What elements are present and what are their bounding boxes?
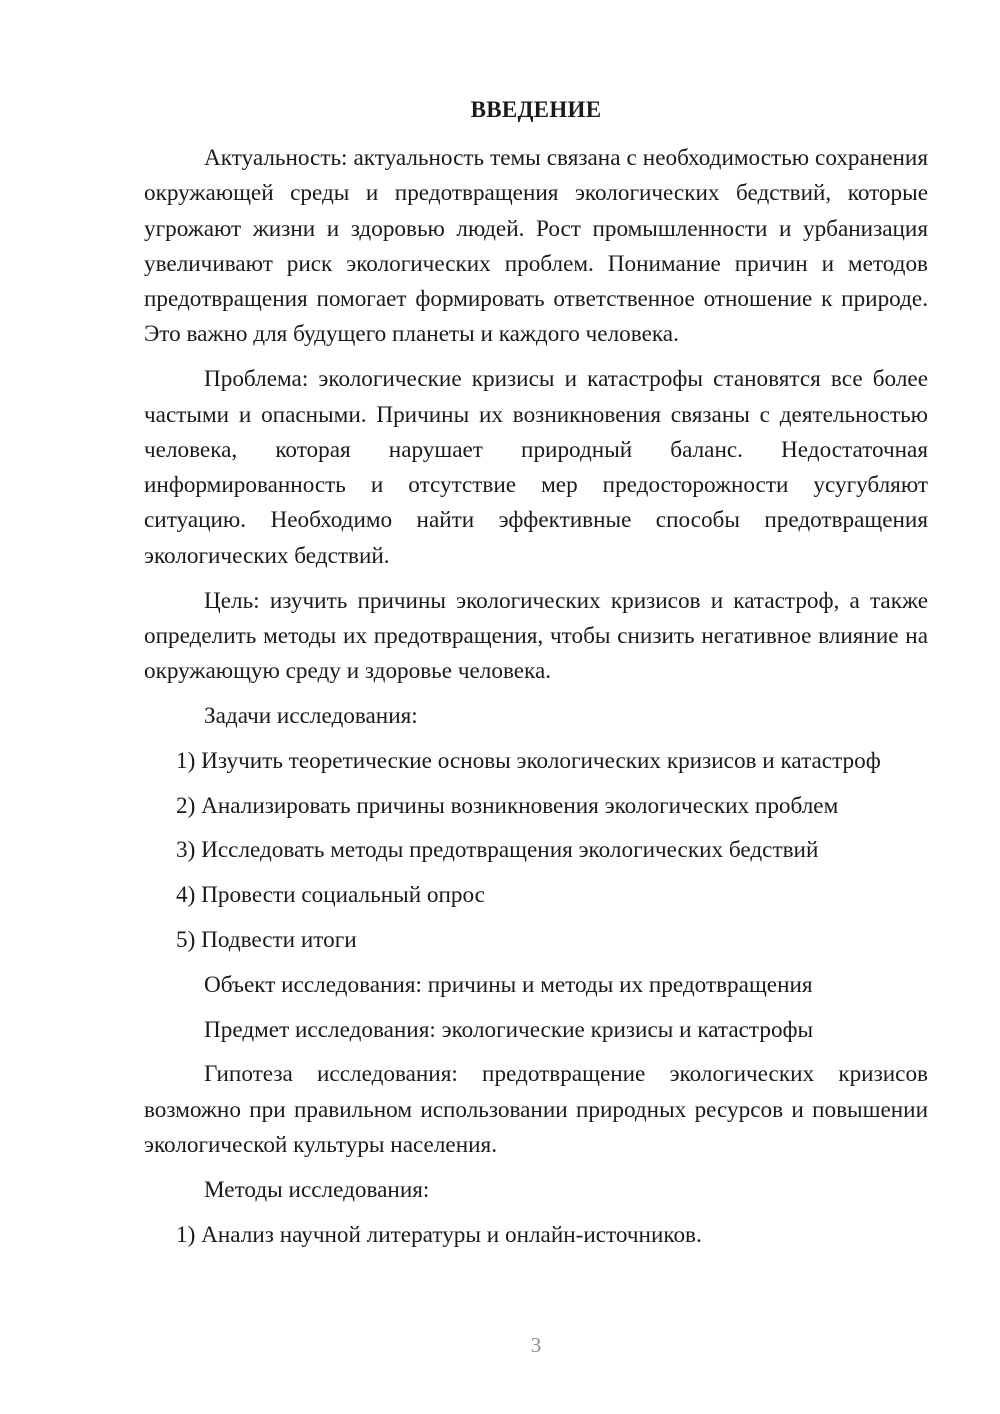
document-body: [144, 141, 928, 1262]
list-item: 1) Анализ научной литературы и онлайн-источников.: [176, 1221, 702, 1248]
page-number: 3: [530, 1333, 542, 1357]
list-item: 2) Анализировать причины возникновения экологических проблем: [176, 792, 839, 819]
list-item: 5) Подвести итоги: [176, 926, 357, 953]
goal-paragraph: Цель: изучить причины экологических кризисов и катастроф, а также определить методы их предотвращения, чтобы снизить негативное влияние на окружающую среду и здоровье человека.: [144, 587, 928, 685]
list-item: 3) Исследовать методы предотвращения экологических бедствий: [176, 837, 819, 864]
problem-paragraph: Проблема: экологические кризисы и катастрофы становятся все более частыми и опасными. Причины их возникновения связаны с деятельностью человека, которая нарушает природный баланс. Недостаточная информированность и отсутствие мер предосторожности усугубляют ситуацию. Необходимо найти эффективные способы предотвращения экологических бедствий.: [144, 366, 928, 569]
page-title: ВВЕДЕНИЕ: [470, 97, 602, 122]
tasks-list: [144, 744, 928, 958]
object-paragraph: Объект исследования: причины и методы их предотвращения: [204, 971, 813, 998]
list-item: 1) Изучить теоретические основы экологических кризисов и катастроф: [176, 747, 881, 774]
tasks-heading: Задачи исследования:: [204, 702, 418, 729]
subject-paragraph: Предмет исследования: экологические кризисы и катастрофы: [204, 1016, 814, 1043]
methods-heading: Методы исследования:: [204, 1176, 430, 1203]
methods-list: [144, 1218, 928, 1253]
list-item: 4) Провести социальный опрос: [176, 882, 485, 909]
relevance-paragraph: Актуальность: актуальность темы связана с необходимостью сохранения окружающей среды и предотвращения экологических бедствий, которые угрожают жизни и здоровью людей. Рост промышленности и урбанизация увеличивают риск экологических проблем. Понимание причин и методов предотвращения помогает формировать ответственное отношение к природе. Это важно для будущего планеты и каждого человека.: [144, 145, 928, 348]
hypothesis-paragraph: Гипотеза исследования: предотвращение экологических кризисов возможно при правильном использовании природных ресурсов и повышении экологической культуры населения.: [144, 1061, 928, 1158]
